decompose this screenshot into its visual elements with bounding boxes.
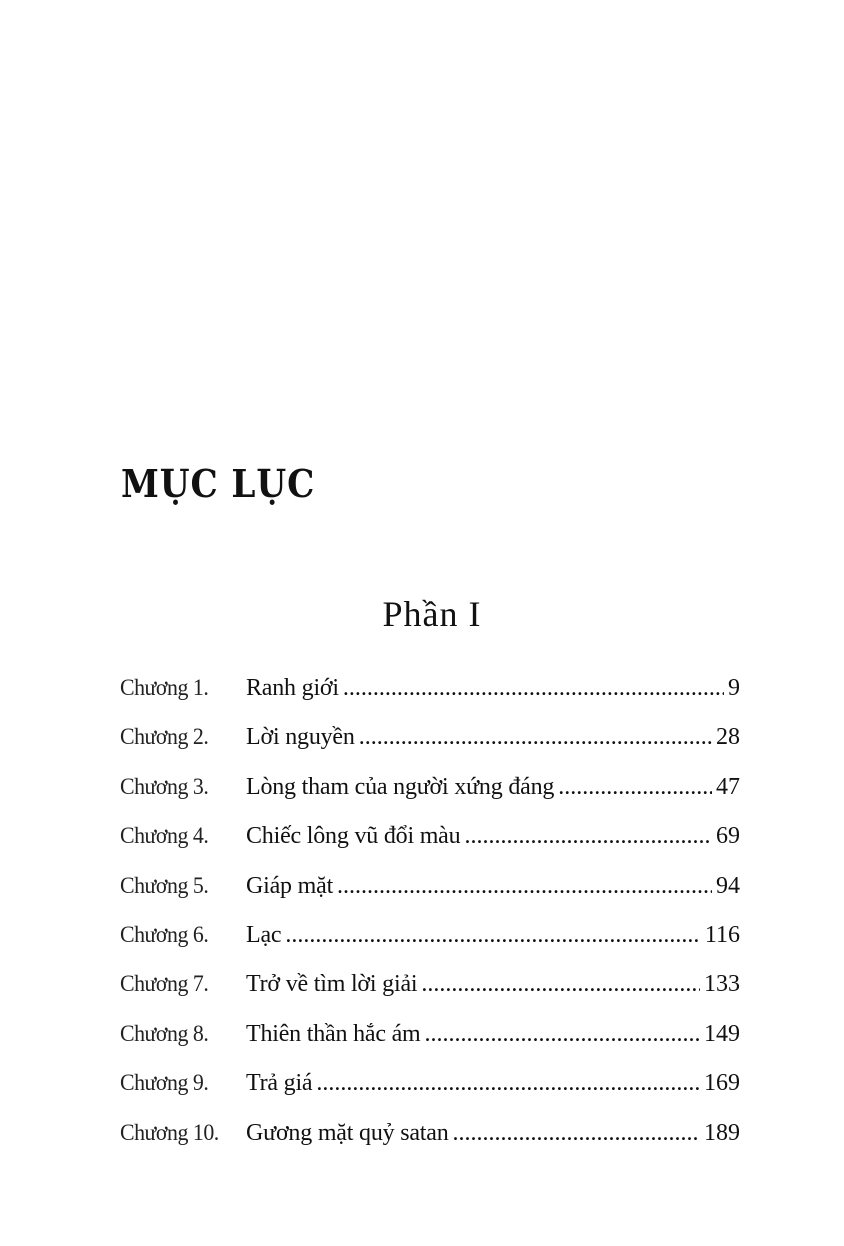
chapter-title: Trả giá — [246, 1070, 313, 1097]
chapter-title: Trở về tìm lời giải — [246, 971, 418, 998]
page-number: 9 — [728, 675, 740, 701]
chapter-label: Chương 6. — [120, 921, 209, 947]
chapter-label: Chương 3. — [120, 773, 209, 799]
page-number: 133 — [704, 971, 740, 998]
toc-entry — [120, 1058, 740, 1107]
page-number: 149 — [704, 1020, 740, 1047]
chapter-label: Chương 9. — [120, 1070, 209, 1096]
toc-entry — [120, 910, 740, 959]
toc-entry — [120, 959, 740, 1008]
dot-leader — [316, 1059, 700, 1107]
toc-entry — [120, 1108, 740, 1157]
chapter-label: Chương 7. — [120, 971, 209, 997]
page-number: 69 — [716, 823, 740, 850]
page-number: 116 — [704, 921, 740, 948]
chapter-label: Chương 4. — [120, 823, 209, 849]
toc-entry — [120, 811, 740, 860]
dot-leader — [359, 713, 712, 761]
table-of-contents — [120, 663, 740, 1157]
dot-leader — [464, 812, 712, 860]
chapter-title: Gương mặt quỷ satan — [246, 1119, 449, 1146]
page-title: MỤC LỤC — [121, 461, 316, 506]
chapter-title: Lời nguyền — [246, 724, 355, 751]
chapter-title: Thiên thần hắc ám — [246, 1020, 421, 1047]
dot-leader — [343, 664, 724, 712]
chapter-title: Lạc — [246, 921, 282, 948]
dot-leader — [558, 763, 712, 811]
dot-leader — [425, 1010, 700, 1058]
page-number: 94 — [716, 872, 740, 899]
toc-entry — [120, 762, 740, 811]
toc-entry — [120, 1009, 740, 1058]
chapter-label: Chương 1. — [120, 675, 209, 700]
dot-leader — [453, 1109, 700, 1157]
dot-leader — [337, 862, 712, 910]
chapter-title: Lòng tham của người xứng đáng — [246, 773, 555, 800]
chapter-label: Chương 10. — [120, 1119, 219, 1145]
toc-entry — [120, 861, 740, 910]
page-number: 169 — [704, 1070, 740, 1097]
dot-leader — [285, 911, 701, 959]
chapter-title: Giáp mặt — [246, 872, 334, 899]
part-heading: Phần I — [382, 594, 482, 634]
chapter-label: Chương 8. — [120, 1020, 209, 1046]
chapter-title: Chiếc lông vũ đổi màu — [246, 823, 461, 850]
chapter-label: Chương 5. — [120, 872, 209, 898]
chapter-title: Ranh giới — [246, 675, 339, 701]
toc-entry — [120, 712, 740, 761]
dot-leader — [421, 960, 700, 1008]
toc-entry — [120, 663, 740, 712]
page-number: 189 — [704, 1119, 740, 1146]
chapter-label: Chương 2. — [120, 724, 209, 750]
page-number: 47 — [716, 773, 740, 800]
page-number: 28 — [716, 724, 740, 751]
